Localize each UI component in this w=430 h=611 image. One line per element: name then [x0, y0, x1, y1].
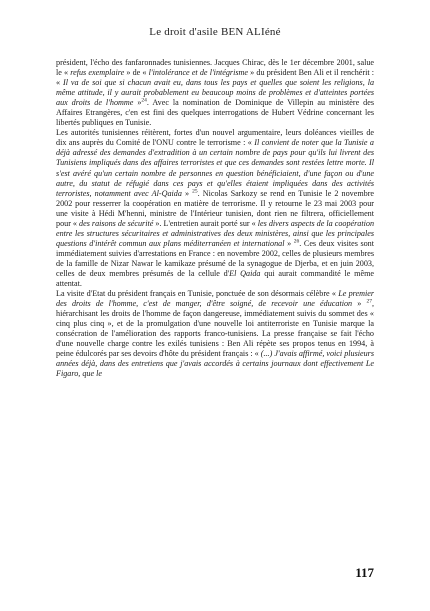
text-run: » [352, 299, 367, 309]
footnote-ref: 25 [192, 187, 198, 194]
text-run: Les autorités tunisiennes réitèrent, fortes d'un nouvel argumentaire, leurs doléances vieilles de dix ans auprès du Comité de l'ONU contre le terrorisme : « [56, 128, 374, 148]
text-run: , hiérarchisant les droits de l'homme de façon dangereuse, immédiatement suivis du sommet des « cinq plus cinq », et de la promulgation d'une nouvelle loi antiterroriste en Tunisie marque la consécration de l'amélioration des rapports franco-tunisiens. La presse française se fait l'écho d'une nouvelle charge contre les exilés tunisiens : Ben Ali répète ses propos tenus en 1994, à peine édulcorés par ses devoirs d'hôte du président français : « [56, 299, 374, 359]
quote-italic: Il convient de noter que la Tunisie a déjà adressé des demandes d'extradition à un certain nombre de pays pour qu'ils lui livrent des Tunisiens impliqués dans des affaires terroristes et que ces demandes sont restées lettre morte. Il s'est avéré qu'un certain nombre de personnes en question bénéficiaient, d'une façon ou d'une autre, du statut de réfugié dans ces pays et qu'elles étaient impliquées dans des activités terroristes, notamment avec Al-Qaida [56, 138, 374, 198]
text-run: » [181, 188, 193, 198]
quote-italic: refus exemplaire [70, 68, 125, 78]
text-run: » de « [124, 68, 149, 78]
text-run: La visite d'Etat du président français en Tunisie, ponctuée de son désormais célèbre « [56, 289, 339, 299]
quote-italic: Il va de soi que si chacun avait eu, dans tous les pays et quelles que soient les religions, la même attitude, il y aurait probablement eu beaucoup moins de problèmes et d'atteintes portées aux droits de l'homme [56, 78, 375, 108]
text-run: . Nicolas Sarkozy se rend en Tunisie le 2 novembre 2002 pour resserrer la coopération en matière de terrorisme. Il y retourne le 23 mai 2003 pour une visite à Hédi M'henni, ministre de l'Intérieur tunisien, dont rien ne filtrera, officiellement pour « [56, 188, 375, 228]
text-run: » [133, 98, 142, 108]
text-run: . Avec la nomination de Dominique de Villepin au ministère des Affaires Etrangères, c'en est fini des quelques interrogations de Hubert Védrine concernant les libertés publiques en Tunisie. [56, 98, 374, 128]
footnote-ref: 24 [141, 97, 147, 104]
footnote-ref: 26 [293, 238, 300, 245]
footnote-ref: 27 [366, 298, 372, 305]
text-run: qui aurait commandité le même attentat. [56, 268, 374, 289]
quote-italic: des raisons de sécurité [79, 218, 154, 228]
quote-italic: l'intolérance et de l'intégrisme [148, 68, 248, 78]
text-run: . Ces deux visites sont immédiatement suivies d'arrestations en France : en novembre 2002, celles de plusieurs membres de la famille de Nizar Nawar le kamikaze présumé de la synagogue de Djerba, et en juin 2003, celles de deux membres présumés de la cellule d' [56, 238, 375, 278]
page-number: 117 [355, 565, 374, 580]
paragraph-1 [56, 58, 374, 128]
paragraph-2 [56, 128, 374, 289]
text-run: » [284, 238, 294, 248]
text-run: ». L'entretien aurait porté sur « [153, 218, 258, 228]
quote-italic: (...) J'avais affirmé, voici plusieurs années déjà, dans des entretiens que j'avais accordés à certains journaux dont effectivement Le Figaro, que le [56, 349, 375, 379]
paragraph-3 [56, 289, 374, 379]
body-text [56, 58, 374, 380]
quote-italic: les divers aspects de la coopération entre les structures sécuritaires et administratives des deux ministères, ainsi que les principales questions d'intérêt commun aux plans méditerranéen et international [56, 218, 375, 248]
quote-italic: El Qaida [229, 268, 261, 278]
text-run: président, l'écho des fanfaronnades tunisiennes. Jacques Chirac, dès le 1er décembre 2001, salue le « [56, 58, 374, 78]
text-run: » du président Ben Ali et il renchérit : « [56, 68, 375, 88]
running-head: Le droit d'asile BEN ALIéné [149, 26, 281, 38]
quote-italic: Le premier des droits de l'homme, c'est de manger, d'être soigné, de recevoir une éducation [56, 289, 375, 309]
